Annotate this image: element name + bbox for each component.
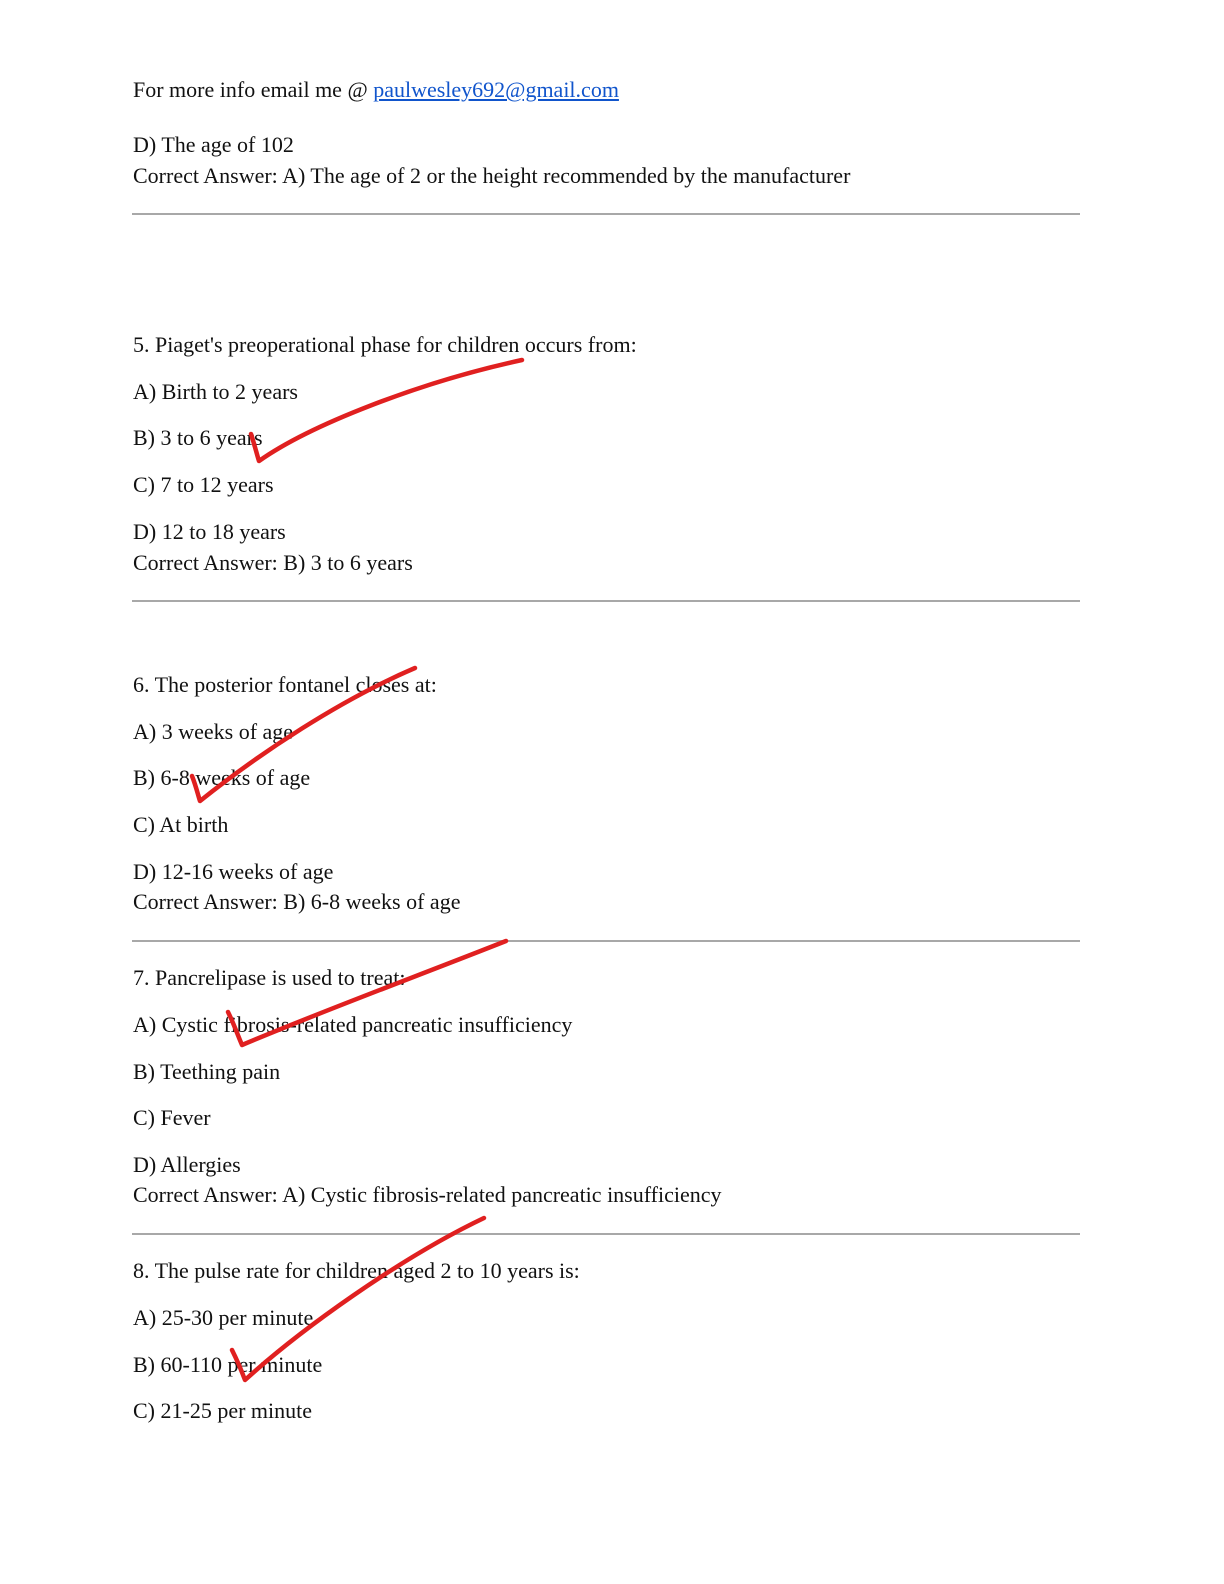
q6-option-a: A) 3 weeks of age [133, 719, 294, 744]
q6-question: 6. The posterior fontanel closes at: [133, 672, 437, 697]
q5-option-b: B) 3 to 6 years [133, 425, 263, 450]
q6-option-d: D) 12-16 weeks of age [133, 859, 334, 884]
q5-option-c: C) 7 to 12 years [133, 472, 274, 497]
q5-option-d: D) 12 to 18 years [133, 519, 286, 544]
q4-correct-answer: Correct Answer: A) The age of 2 or the height recommended by the manufacturer [133, 163, 851, 188]
q7-option-a: A) Cystic fibrosis-related pancreatic insufficiency [133, 1012, 573, 1037]
q8-option-c: C) 21-25 per minute [133, 1398, 313, 1423]
email-link[interactable]: paulwesley692@gmail.com [373, 77, 619, 102]
q7-option-b: B) Teething pain [133, 1059, 281, 1084]
q5-question: 5. Piaget's preoperational phase for children occurs from: [133, 332, 637, 357]
q7-correct-answer: Correct Answer: A) Cystic fibrosis-related pancreatic insufficiency [133, 1182, 722, 1207]
checkmark-icon [232, 1218, 484, 1380]
q6-correct-answer: Correct Answer: B) 6-8 weeks of age [133, 889, 461, 914]
q5-option-a: A) Birth to 2 years [133, 379, 298, 404]
q6-option-b: B) 6-8 weeks of age [133, 765, 311, 790]
q8-option-a: A) 25-30 per minute [133, 1305, 314, 1330]
q6-option-c: C) At birth [133, 812, 229, 837]
q4-option-d: D) The age of 102 [133, 132, 294, 157]
checkmark-icon [228, 941, 506, 1045]
checkmark-icon [192, 668, 415, 801]
q8-option-b: B) 60-110 per minute [133, 1352, 323, 1377]
q7-option-d: D) Allergies [133, 1152, 241, 1177]
q7-option-c: C) Fever [133, 1105, 211, 1130]
contact-prefix: For more info email me @ [133, 77, 374, 102]
checkmark-icon [251, 360, 522, 461]
q8-question: 8. The pulse rate for children aged 2 to 10 years is: [133, 1258, 580, 1283]
q5-correct-answer: Correct Answer: B) 3 to 6 years [133, 550, 413, 575]
q7-question: 7. Pancrelipase is used to treat: [133, 965, 406, 990]
